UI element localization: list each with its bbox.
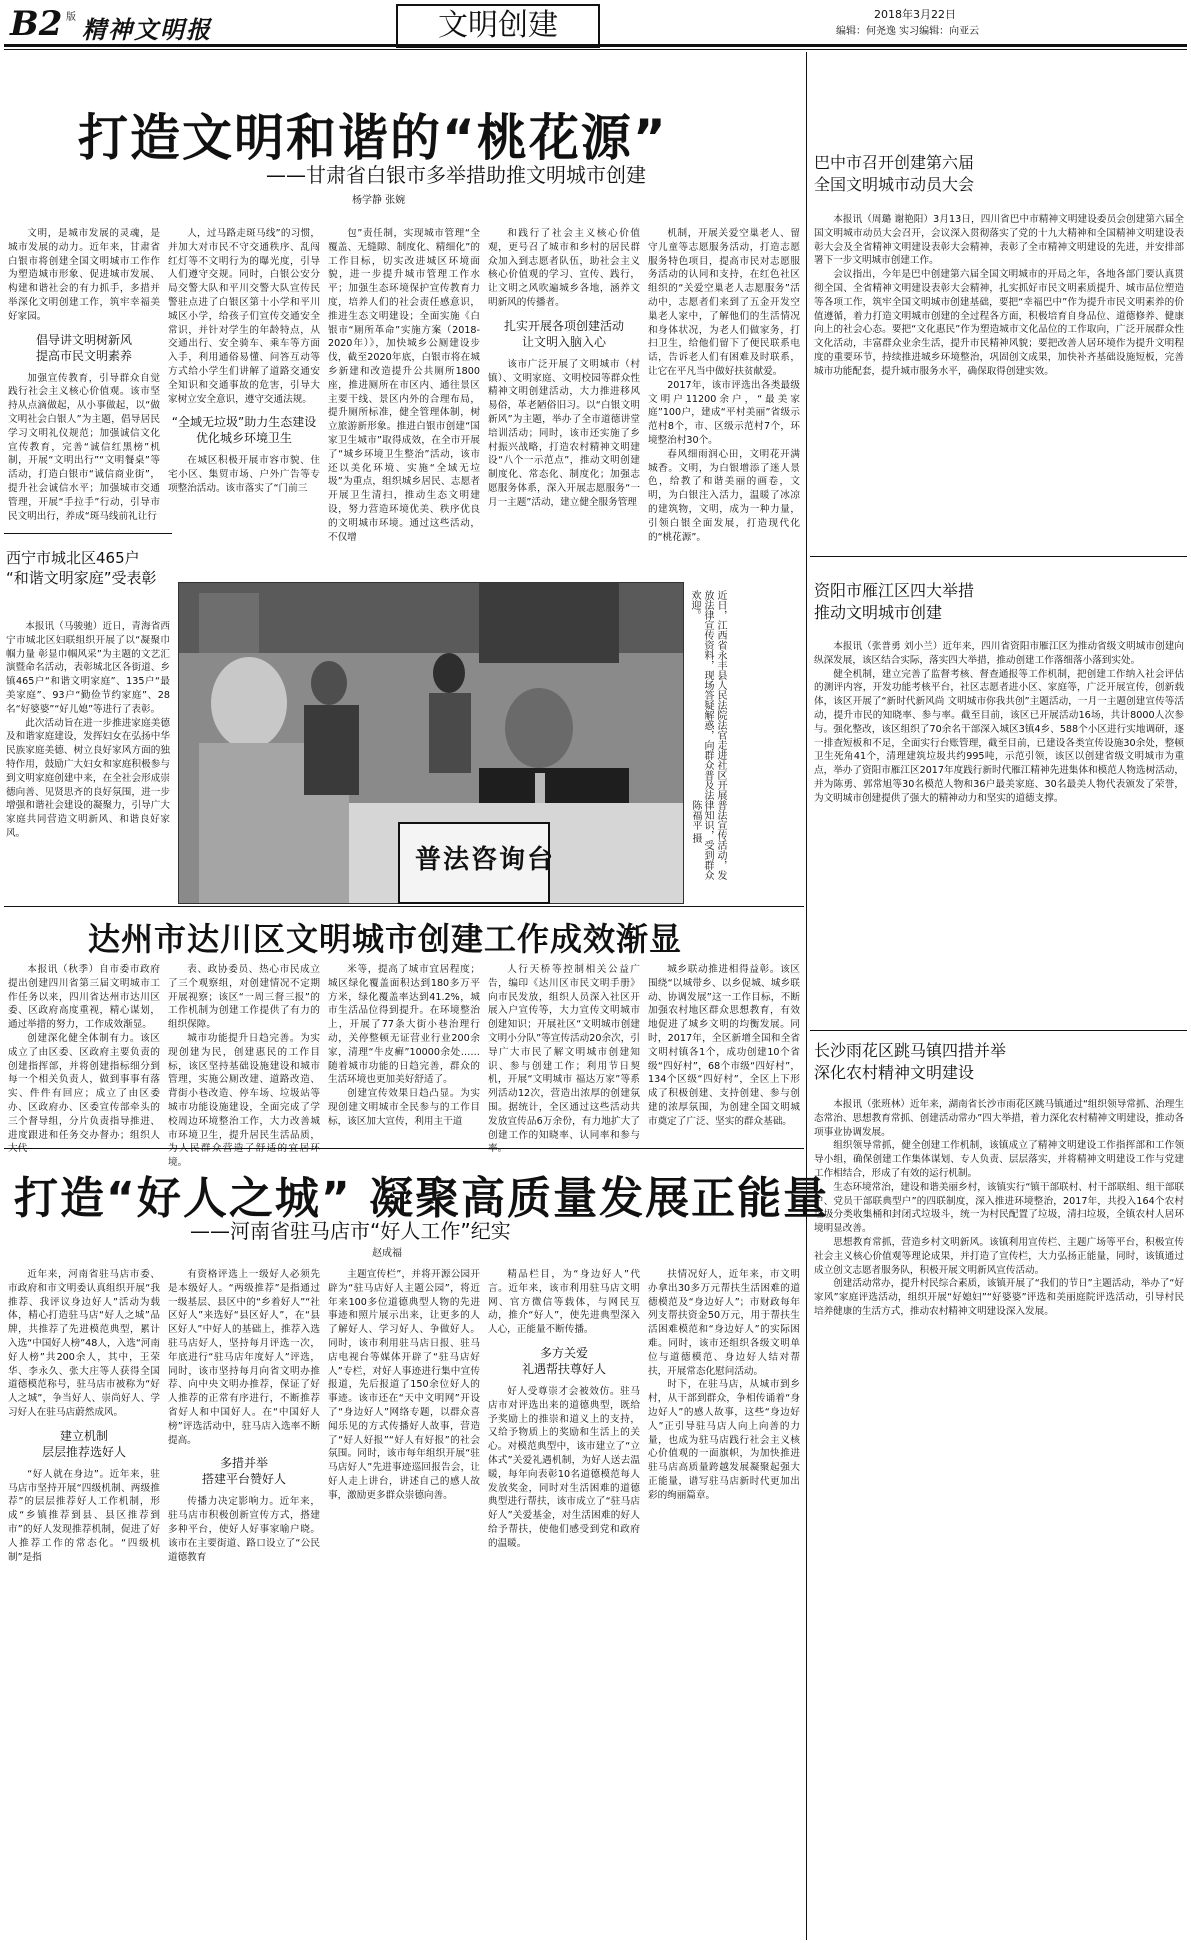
paragraph: 本报讯（秋季）自市委市政府提出创建四川省第三届文明城市工作任务以来，四川省达州市达川区委、区政府高度重视，精心谋划，通过举措的努力，工作成效渐显。 <box>8 964 160 1031</box>
headline-a1: 打造文明和谐的“桃花源” <box>78 109 668 167</box>
sign-text: 普法咨询台 <box>415 845 556 875</box>
a1-column-3 <box>328 227 480 543</box>
subhead: 扎实开展各项创建活动 让文明入脑入心 <box>503 318 624 349</box>
paragraph: 在城区积极开展市容市貌、住宅小区、集贸市场、户外广告等专项整治活动。该市落实了“门前三 <box>168 455 320 494</box>
sidebar-1-title: 巴中市召开创建第六届 全国文明城市动员大会 <box>814 153 975 194</box>
paragraph: 包”责任制，实现城市管理“全覆盖、无缝隙、制度化、精细化”的工作目标，切实改进城区环境面貌，进一步提升城市管理工作水平；加强生态环境保护宣传教育力度，培养人们的社会责任感意识，推进生态文明建设；全面实施《白银市“厕所革命”实施方案（2018-2020年）》，加快城乡公厕建设步伐，截至2020年底，白银市将在城乡新建和改造提升公共厕所1800座，推进厕所在市区内、通往景区主要干线、景区内外的合理布局，提升厕所标准，健全管理体制，树立旅游新形象。推进白银市创建“国家卫生城市”取得成效，在全市开展了“城乡环境卫生整治”活动，该市还以美化环境、实施“全域无垃圾”为重点，组织城乡居民、志愿者开展卫生清扫，推动生态文明建设，努力营造环境优美、秩序优良的文明城市环境。通过这些活动，不仅增 <box>328 228 480 543</box>
a1-column-4 <box>488 227 640 527</box>
subhead: “全域无垃圾”助力生态建设 优化城乡环境卫生 <box>171 415 317 446</box>
photo-caption: 近日，江西省永丰县人民法院法官走进社区开展普法宣传活动，发放法律宣传资料，现场答疑解惑，向群众普及法律知识，受到群众欢迎。 <box>689 590 726 880</box>
paragraph: 本报讯（马骏驰）近日，青海省西宁市城北区妇联组织开展了以“凝聚巾帼力量 彰显巾帼风采”为主题的文艺汇演暨命名活动，表彰城北区各街道、乡镇465户“和谐文明家庭”、135户“最美家庭”、93户“勤俭节约家庭”、28名“好婆婆”“好儿媳”等进行了表彰。 <box>6 621 170 715</box>
paragraph: 城乡联动推进相得益彰。该区围绕“以城带乡、以乡促城、城乡联动、协调发展”这一工作目标，不断加强农村地区群众思想教育，有效地促进了城乡文明的均衡发展。同时，2017年，全区新增全国和全省文明村镇各1个，成功创建10个省级“四好村”，68个市级“四好村”，134个区级“四好村”，全区上下形成了积极创建、支持创建、参与创建的浓厚氛围，为创建全国文明城市奠定了广泛、坚实的群众基础。 <box>648 964 800 1127</box>
paragraph: 传播力决定影响力。近年来，驻马店市积极创新宣传方式，搭建多种平台，使好人好事家喻户晓。该市在主要街道、路口设立了“公民道德教育 <box>168 1496 320 1563</box>
a2-column-5 <box>648 963 800 1128</box>
a2-column-4 <box>488 963 640 1141</box>
page-number: B2 <box>10 4 63 44</box>
left-box-rule <box>4 533 172 534</box>
subhead: 倡导讲文明树新风 提高市民文明素养 <box>35 332 132 363</box>
sidebar-1-body <box>814 213 1184 545</box>
a1-column-2 <box>168 227 320 527</box>
subhead: 建立机制 层层推荐选好人 <box>41 1428 126 1459</box>
headline-a2: 达州市达川区文明城市创建工作成效渐显 <box>88 920 683 958</box>
paragraph: 健全机制，建立完善了监督考核、督查通报等工作机制，把创建工作纳入社会评估的测评内容，开发功能考核平台，社区志愿者进小区、家庭等，广泛开展宣传，创新载体，该区开展了“新时代新风尚 文明城市你我共创”主题活动，一月一主题创建宣传等活动，提升市民的知晓率、参与率。截至目前，该区已开展活动16场，共计8000人次参与。强化整改，该区组织了70余名干部深入城区3镇4乡、588个小区进行实地调研，逐一排查短板和不足，全面实行台账管理，截至目前，已建设各类宣传设施30余处，整顿卫生死角41个，清理建筑垃圾共约995吨，示范引领，该区以创建省级文明城市为重点，举办了资阳市雁江区2017年度践行新时代雁江精神先进集体和模范人物选树活动，并为陈勇、郭常旭等30名模范人物和36户最美家庭、30名最美人物代表颁发了荣誉，为文明城市创建提供了强大的精神动力和坚实的道德支撑。 <box>814 668 1184 804</box>
paragraph: 人，过马路走斑马线”的习惯，并加大对市民不守交通秩序、乱闯红灯等不文明行为的曝光度，引导人们遵守交规。同时，白银公安分局交警大队和平川交警大队宣传民警驻点进了白银区第十小学和平川城区小学，给孩子们宣传交通安全常识，并针对学生的年龄特点，从交通出行、安全骑车、乘车等方面入手，利用通俗易懂、问答互动等方式给小学生们讲解了道路交通安全知识和交通事故的危害，引导大家树立安全意识，遵守交通法规。 <box>168 228 320 405</box>
paragraph: 表、政协委员、热心市民成立了三个观察组，对创建情况不定期开展视察；该区“一周三督三报”的工作机制为创建工作提供了有力的组织保障。 <box>168 964 320 1031</box>
a2-column-3 <box>328 963 480 1128</box>
paragraph: “好人就在身边”。近年来，驻马店市坚持开展“四级机制、两级推荐”的层层推荐好人工作机制，形成“乡镇推荐到县、县区推荐到市”的好人发现推荐机制，促进了好人推荐工作的常态化。“四级机制”是指 <box>8 1468 160 1563</box>
sidebar-divider <box>810 556 1187 557</box>
a1-column-5 <box>648 227 800 543</box>
paragraph: 创建活动常办，提升村民综合素质，该镇开展了“我们的节日”主题活动，举办了“好家风”家庭评选活动，组织开展“好媳妇”“好婆婆”评选和美丽庭院评选活动，引导村民培养健康的生活方式，推动农村精神文明建设深入发展。 <box>814 1278 1184 1317</box>
paragraph: 该市广泛开展了文明城市（村镇）、文明家庭、文明校园等群众性精神文明创建活动，大力推进移风易俗，革老陋俗旧习。以“白银文明新风”为主题，举办了全市道德讲堂培训活动；同时，该市还实施了乡村振兴战略，打造农村精神文明建设“八个一示范点”，推动文明创建制度化、常态化、制度化；加强志愿服务体系，深入开展志愿服务“一月一主题”活动，建立健全服务管理 <box>488 358 640 508</box>
headline-a3: 打造“好人之城” 凝聚高质量发展正能量 <box>14 1173 830 1224</box>
a3-column-1 <box>8 1268 160 1938</box>
a1-column-1 <box>8 227 160 522</box>
paragraph: 思想教育常抓，营造乡村文明新风。该镇利用宣传栏、主题广场等平台，积极宣传社会主义核心价值观等理论成果，并打造了宣传栏，大力弘扬正能量，同时，该镇通过成立创文志愿者服务队，积极开展文明新风宣传活动。 <box>814 1236 1184 1276</box>
photo-credit: 陈福平 摄 <box>690 800 701 844</box>
sidebar-2-body <box>814 640 1184 1022</box>
issue-date: 2018年3月22日 <box>874 8 956 21</box>
paragraph: 和践行了社会主义核心价值观，更号召了城市和乡村的居民群众加入到志愿者队伍，助社会主义核心价值观的学习、宣传、践行，让文明之风吹遍城乡各地，涵养文明新风的传播者。 <box>488 228 640 308</box>
a3-column-5 <box>648 1268 800 1938</box>
paragraph: 本报讯（张普勇 刘小兰）近年来，四川省资阳市雁江区为推动省级文明城市创建向纵深发展，该区结合实际，落实四大举措，推动创建工作落细落小落到实处。 <box>814 641 1184 666</box>
section-title: 文明创建 <box>396 4 600 48</box>
subheadline-a1: ——甘肃省白银市多举措助推文明城市创建 <box>266 163 646 187</box>
subhead: 多措并举 搭建平台赞好人 <box>201 1456 286 1487</box>
paragraph: 时下，在驻马店，从城市到乡村，从干部到群众，争相传诵着“身边好人”的感人故事，这些“身边好人”正引导驻马店人向上向善的力量，也成为驻马店践行社会主义核心价值观的一面旗帜，为加快推进驻马店高质量跨越发展凝聚起强大正能量，谱写驻马店新时代更加出彩的绚丽篇章。 <box>648 1379 800 1501</box>
paragraph: 主题宣传栏”，并将开源公园开辟为“驻马店好人主题公园”，将近年来100多位道德典型人物的先进事迹和照片展示出来，让更多的人了解好人、学习好人、争做好人。同时，该市利用驻马店日报、驻马店电视台等媒体开辟了“驻马店好人”专栏，对好人事迹进行集中宣传报道，先后报道了150余位好人的事迹。该市还在“天中文明网”开设了“身边好人”网络专题，以群众喜闻乐见的方式传播好人故事，营造了“好人好报”“好人有好报”的社会氛围。同时，该市每年组织开展“驻马店好人”先进事迹巡回报告会，让好人走上讲台，讲述自己的感人故事，激励更多群众崇德向善。 <box>328 1269 480 1501</box>
sidebar-3-title: 长沙雨花区跳马镇四措并举 深化农村精神文明建设 <box>814 1041 1007 1082</box>
sidebar-2-title: 资阳市雁江区四大举措 推动文明城市创建 <box>814 581 975 622</box>
byline-a1: 杨学静 张婉 <box>352 195 406 206</box>
sidebar-3-body <box>814 1098 1184 1938</box>
paragraph: 2017年，该市评选出各类最级文明户11200余户，“最美家庭”100户，建成“平村美丽”省级示范村8个，市、区级示范村7个，环境整治村30个。 <box>648 379 800 446</box>
news-photo <box>178 582 684 904</box>
section-rule <box>4 1148 804 1149</box>
page-label: 版 <box>66 12 76 23</box>
a3-column-3 <box>328 1268 480 1938</box>
paragraph: 创建深化健全体制有力。该区成立了由区委、区政府主要负责的创建指挥部，并将创建指标细分到每一个相关负责人，做到事事有落实、件件有回应；成立了由区委办、区政府办、区委宣传部牵头的三个督导组，分片负责指导推进、进度跟进和任务交办督办；组织人 <box>8 1032 160 1141</box>
paragraph: 本报讯（张班林）近年来，湖南省长沙市雨花区跳马镇通过“组织领导常抓、治理生态常治、思想教育常抓、创建活动常办”四大举措，着力深化农村精神文明建设，推动各项事业协调发展。 <box>814 1099 1184 1138</box>
section-rule <box>4 906 804 907</box>
paragraph: 米等，提高了城市宜居程度；城区绿化覆盖面积达到180多万平方米，绿化覆盖率达到41.2%，城市生活品位得到提升。在环境整治上，开展了77条大街小巷治理行动，关停整顿无证营业行业200余家，清理“牛皮癣”10000余处……随着城市功能的日趋完善，群众的生活环境也更加美好舒适了。 <box>328 964 480 1086</box>
paragraph: 会议指出，今年是巴中创建第六届全国文明城市的开局之年，各地各部门要认真贯彻全国、全省精神文明建设表彰大会精神，扎实抓好市民文明素质提升、城市品位塑造等各项工作，筑牢全国文明城市创建基础，要把“幸福巴中”作为提升市民文明素养的价值遵循，着力打造文明城市创建的全过程各方面，积极培育自身品位、道德修养、健康向上的社会心态。要把“文化惠民”作为塑造城市文化品位的工作取向，广泛开展群众性文化活动，丰富群众业余生活，提升市民精神风貌；要把改善人居环境作为提升文明程度的重要环节，持续推进城乡环境整治，巩固创文成果，加快补齐基础设施短板，完善城市功能配套，提升城市服务水平，确保取得创建实效。 <box>814 269 1184 377</box>
paragraph: 此次活动旨在进一步推进家庭美德及和谐家庭建设，发挥妇女在弘扬中华民族家庭美德、树立良好家风方面的独特作用，鼓励广大妇女和家庭积极参与到文明家庭创建中来，在全社会形成崇德向善、见贤思齐的良好氛围，进一步增强和谐社会建设的凝聚力，引导广大家庭共同营造文明新风、和谐良好家风。 <box>6 717 170 839</box>
paragraph: 文明，是城市发展的灵魂，是城市发展的动力。近年来，甘肃省白银市将创建全国文明城市工作作为塑造城市形象、促进城市发展、构建和谐社会的有力抓手，多措并举深化文明创建工作，筑牢幸福美好家园。 <box>8 228 160 322</box>
header-rule <box>4 44 1187 47</box>
paragraph: 本报讯（周璐 谢艳阳）3月13日，四川省巴中市精神文明建设委员会创建第六届全国文明城市动员大会召开，会议深入贯彻落实了党的十九大精神和全国精神文明建设表彰大会及全省精神文明建设表彰大会精神，表彰了全市精神文明建设的先进，并安排部署下一步文明城市创建工作。 <box>814 214 1184 267</box>
paragraph: 春风细雨润心田，文明花开满城香。文明，为白银增添了迷人景色，给教了和谐美丽的画卷，文明，为白银注入活力，温暖了冰凉的建筑物，文明，成为一种力量，引领白银全面发展，打造现代化的“桃花源”。 <box>648 448 800 543</box>
paragraph: 精品栏目，为“身边好人”代言。近年来，该市利用驻马店文明网、官方微信等载体，与网民互动，推介“好人”，使先进典型深入人心，正能量不断传播。 <box>488 1269 640 1336</box>
paragraph: 创建宣传效果日趋凸显。为实现创建文明城市全民参与的工作目标，该区加大宣传，利用主干道 <box>328 1088 480 1127</box>
left-sidebar-body <box>6 620 170 900</box>
paragraph: 近年来，河南省驻马店市委、市政府和市文明委认真组织开展“我推荐、我评议身边好人”活动为载体，精心打造驻马店“好人之城”品牌，共推荐了先进模范典型，累计入选“中国好人榜”48人，入选“河南好人榜”共200余人，其中，王荣华、李永久、张大庄等人获得全国道德模范称号，驻马店市被称为“好人之城”，争当好人、崇尚好人、学习好人在驻马店蔚然成风。 <box>8 1269 160 1418</box>
sidebar-divider <box>810 1030 1187 1031</box>
paragraph: 加强宣传教育，引导群众自觉践行社会主义核心价值观。该市坚持从点滴做起，从小事做起，以“做文明社会白银人”为主题，倡导居民学习文明礼仪规范；加强诚信文化宣传教育，完善“诚信红黑榜”机制，开展“文明出行”“文明餐桌”等活动，打造白银市“诚信商业街”，提升社会诚信水平；加强城市交通管理，开展“手拉手”行动，引导市民文明出行，养成“斑马线前礼让行 <box>8 372 160 522</box>
editor-credits: 编辑：何尧逸 实习编辑：向亚云 <box>836 26 980 37</box>
a2-column-2 <box>168 963 320 1169</box>
paragraph: 机制，开展关爱空巢老人、留守儿童等志愿服务活动，打造志愿服务特色项目，提高市民对志愿服务活动的认同和支持，在红色社区组织的“关爱空巢老人志愿服务”活动中，志愿者们来到了五金开发空巢老人家中，了解他们的生活情况和身体状况，为老人们做家务，打扫卫生，给他们留下了便民联系电话，告诉老人们有困难及时联系，让它在平凡当中做好扶贫献爱。 <box>648 228 800 377</box>
subheadline-a3: ——河南省驻马店市“好人工作”纪实 <box>190 1219 511 1243</box>
paragraph: 好人受尊崇才会被效仿。驻马店市对评选出来的道德典型，既给予奖励上的推崇和道义上的支持，又给予物质上的奖励和生活上的关心。对模范典型中，该市建立了“立体式”关爱礼遇机制，为好人送去温暖，每年向表彰10名道德模范每人发放奖金，同时对生活困难的道德典型进行帮扶，该市成立了“驻马店好人”关爱基金，对生活困难的好人给予帮扶，使他们感受到党和政府的温暖。 <box>488 1385 640 1549</box>
subhead: 多方关爱 礼遇帮扶尊好人 <box>521 1345 606 1376</box>
paragraph: 组织领导常抓，健全创建工作机制，该镇成立了精神文明建设工作指挥部和工作领导小组，确保创建工作集体谋划、专人负责、层层落实，并将精神文明建设工作与党建工作相结合，形成了有效的运行机制。 <box>814 1140 1184 1179</box>
paragraph: 城市功能提升日趋完善。为实现创建为民，创建惠民的工作目标，该区坚持基础设施建设和城市管理，实施公厕改建、道路改造、背街小巷改造、停车场、垃圾站等城市功能设施建设，全面完成了学校周边环境整治工作，大力改善城市环境卫生，提升居民生活品质， 境。 <box>168 1032 320 1169</box>
a2-column-1 <box>8 963 160 1141</box>
a3-column-2 <box>168 1268 320 1938</box>
paragraph: 有资格评选上一级好人必须先是本级好人。“两级推荐”是指通过一级基层、县区中的“乡着好人”“社区好人”来选好“县区好人”，在“县区好人”中好人的基础上，推荐入选驻马店好人，坚持每月评选一次，年底进行“驻马店年度好人”评选，同时，该市坚持每月向省文明办推荐、向中央文明办推荐，保证了好人推荐的正常有序进行，不断推荐省好人和中国好人。在“中国好人榜”评选活动中，驻马店入选率不断提高。 <box>168 1269 320 1446</box>
byline-a3: 赵成福 <box>372 1248 402 1259</box>
header-rule-thin <box>4 49 1187 50</box>
paragraph: 人行天桥等控制相关公益广告，编印《达川区市民文明手册》向市民发放，组织人员深入社区开展入户宣传等，大力宣传文明城市创建知识；开展社区“文明城市创建文明小分队”等宣传活动20余次，引导广大市民了解文明城市创建知识、参与创建工作；利用节日契机，开展“文明城市 福达万家”等系列活动12次，营造出浓厚的创建氛围。据统计，全区通过这些活动共发放宣传品6万余份，有力地扩大了创建工作的知晓率、认同率和参与 <box>488 964 640 1141</box>
column-divider <box>806 52 807 1940</box>
paragraph: 扶情况好人，近年来，市文明办拿出30多万元帮扶生活困难的道德模范及“身边好人”；市财政每年列支帮扶资金50万元，用于帮扶生活困难模范和“身边好人”的实际困难。同时，该市还组织各级文明单位与道德模范、身边好人结对帮扶，开展常态化慰问活动。 <box>648 1269 800 1377</box>
left-sidebar-title: 西宁市城北区465户 “和谐文明家庭”受表彰 <box>6 549 157 587</box>
paragraph: 生态环境常治，建设和谐美丽乡村，该镇实行“镇干部联村、村干部联组、组干部联户、党员干部联典型户”的四联制度，深入推进环境整治，2017年，共投入164个农村垃圾分类收集桶和封闭式垃圾斗，统一为村民配置了垃圾，清扫垃圾，全镇农村人居环境明显改善。 <box>814 1181 1184 1235</box>
masthead: 精神文明报 <box>82 15 212 44</box>
a3-column-4 <box>488 1268 640 1938</box>
